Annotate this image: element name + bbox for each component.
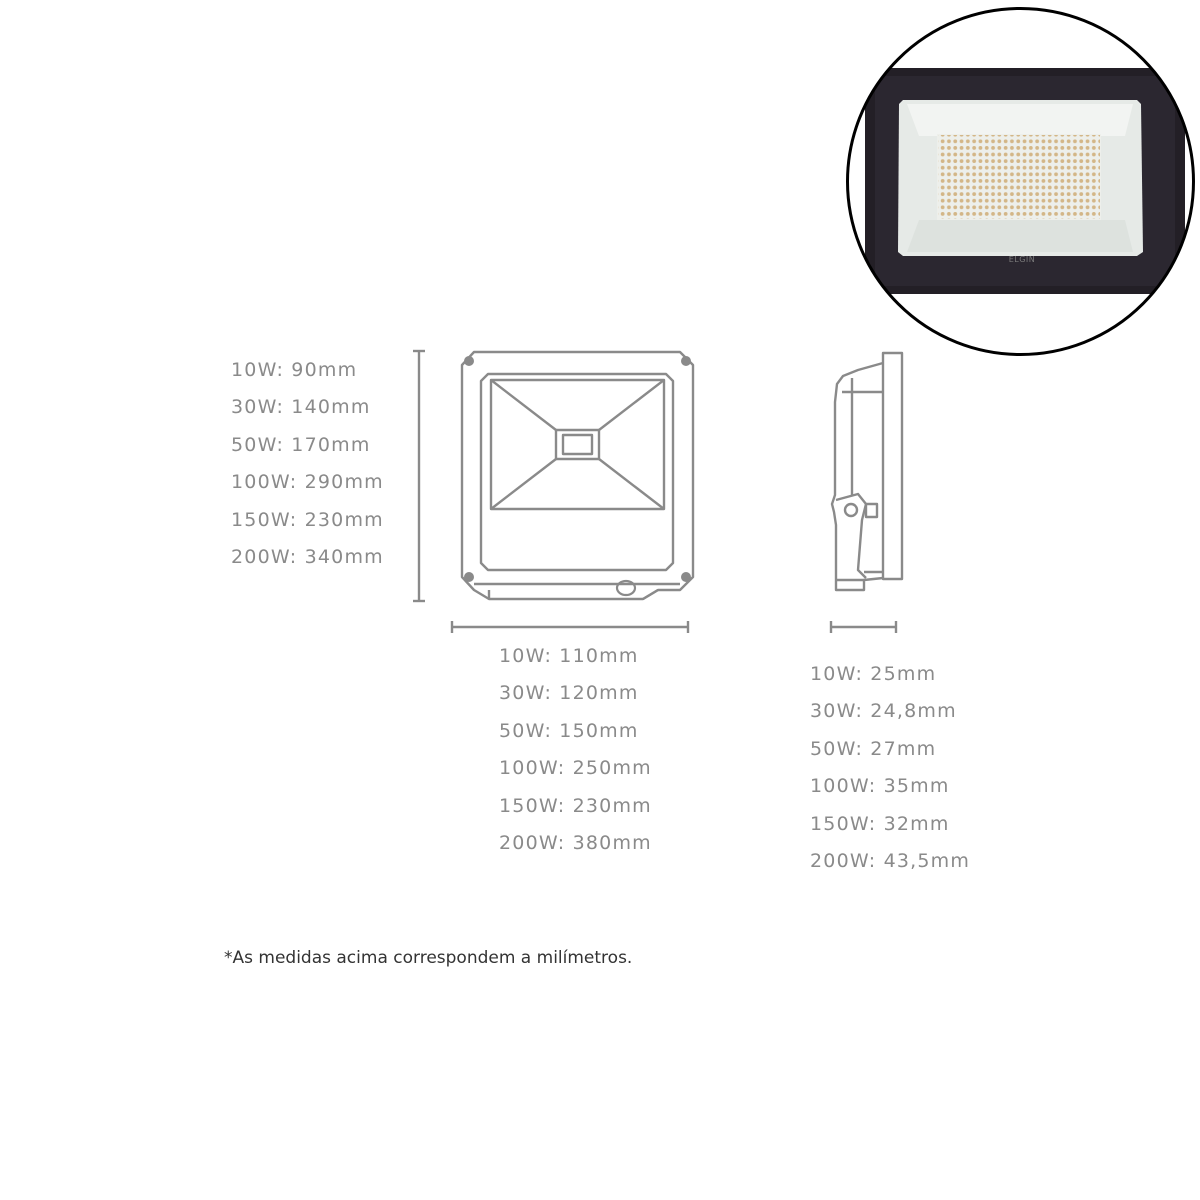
height-dimension-item: 30W: 140mm (231, 396, 371, 419)
footnote: *As medidas acima correspondem a milímetros. (224, 948, 633, 968)
height-dimension-list (231, 352, 384, 576)
depth-dimension-item: 200W: 43,5mm (810, 849, 971, 872)
depth-dimension-list (810, 656, 970, 880)
width-dimension-item: 50W: 150mm (499, 719, 639, 742)
width-dimension-item: 30W: 120mm (499, 682, 639, 705)
depth-dimension-item: 150W: 32mm (810, 812, 950, 835)
width-dimension-item: 100W: 250mm (499, 757, 652, 780)
height-dimension-item: 50W: 170mm (231, 433, 371, 456)
height-dimension-item: 200W: 340mm (231, 545, 384, 568)
depth-dimension-item: 30W: 24,8mm (810, 700, 957, 723)
product-photo (845, 6, 1196, 357)
brand-logo-text: ELGIN (1008, 255, 1036, 264)
depth-dimension-item: 100W: 35mm (810, 775, 950, 798)
height-dimension-item: 10W: 90mm (231, 359, 358, 381)
depth-dimension-item: 50W: 27mm (810, 737, 937, 760)
depth-dimension-item: 10W: 25mm (810, 663, 937, 685)
width-dimension-item: 200W: 380mm (499, 831, 652, 854)
floodlight-photo-illustration (845, 6, 1196, 357)
width-dimension-item: 150W: 230mm (499, 794, 652, 817)
height-dimension-item: 100W: 290mm (231, 471, 384, 494)
width-dimension-item: 10W: 110mm (499, 645, 639, 667)
height-dimension-item: 150W: 230mm (231, 508, 384, 531)
width-dimension-list (499, 638, 652, 862)
